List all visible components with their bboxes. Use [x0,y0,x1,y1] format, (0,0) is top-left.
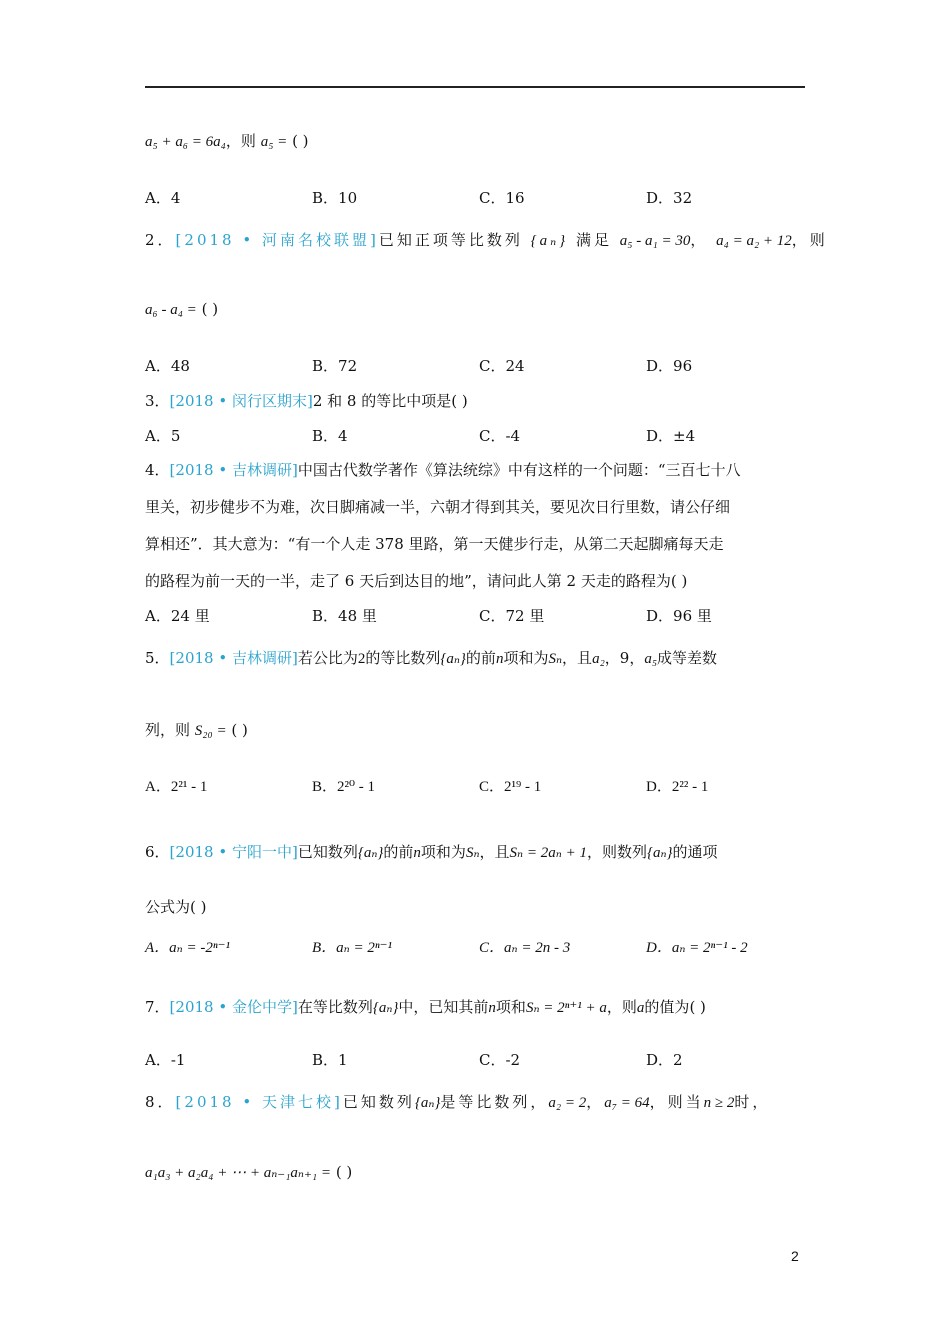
q6-text-6: 的通项 [672,843,718,861]
q4-option-b[interactable]: B．48 里 [312,607,377,625]
q1-option-c[interactable]: C．16 [479,189,525,207]
q2-option-d[interactable]: D．96 [646,357,693,375]
q2-sep: ， [690,231,709,249]
q6-text-1: 已知数列 [297,843,358,861]
q8-text-4: 时， [734,1093,771,1111]
q4-text-1: 中国古代数学著作《算法统综》中有这样的一个问题：“三百七十八 [297,461,741,479]
q4-option-d[interactable]: D．96 里 [646,607,712,625]
q3-option-b[interactable]: B．4 [312,427,348,445]
q7-text-2: 中，已知其前 [398,998,489,1016]
q2-text-3: ，则 [791,231,828,249]
q3-option-c[interactable]: C．-4 [479,427,521,445]
q3-text: 2 和 8 的等比中项是 [312,392,452,410]
q5-text-6: ，9， [604,649,645,667]
q5-line-1 [145,648,807,669]
q6-line2-text: 公式为 [145,898,191,916]
q5-text-2: 的等比数列 [365,649,441,667]
q5-text-4: 项和为 [503,649,549,667]
q4-text-4: 的路程为前一天的一半，走了 6 天后到达目的地”，请问此人第 2 天走的路程为 [145,572,671,590]
q2-sequence: {aₙ} [530,233,569,249]
q7-option-d[interactable]: D．2 [646,1051,683,1069]
q6-number: 6． [145,843,170,861]
q4-source: [2018 • 吉林调研] [169,461,298,479]
header-rule [145,86,805,88]
q2-line-2 [145,299,807,320]
q7-a: a [636,1000,645,1016]
q2-condition-1: a₅ - a₁ = 30 [619,233,691,249]
q2-ask: a₆ - a₄ = [145,302,197,318]
q3-option-d[interactable]: D．±4 [646,427,696,445]
q3-source: [2018 • 闵行区期末] [169,392,313,410]
q7-source: [2018 • 金伦中学] [169,998,298,1016]
q1-paren: ( ) [292,132,309,150]
q6-option-d[interactable]: D．aₙ = 2ⁿ⁻¹ - 2 [646,940,748,956]
q8-paren: ( ) [335,1163,353,1181]
q5-sn: Sₙ [548,651,563,667]
q1-option-a[interactable]: A．4 [145,189,181,207]
q1-option-d[interactable]: D．32 [646,189,693,207]
q5-sequence: {aₙ} [440,651,466,667]
q8-line-1 [145,1092,807,1113]
q2-option-b[interactable]: B．72 [312,357,358,375]
q7-option-c[interactable]: C．-2 [479,1051,521,1069]
q6-source: [2018 • 宁阳一中] [169,843,298,861]
q5-option-a[interactable]: A．2²¹ - 1 [145,779,208,795]
q2-number: 2． [145,231,176,249]
q1-ask: a₅ = [260,134,288,150]
q8-text-2: 是等比数列， [440,1093,549,1111]
q6-option-b[interactable]: B．aₙ = 2ⁿ⁻¹ [312,940,393,956]
q5-a2: a₂ [592,651,605,667]
q6-paren: ( ) [190,898,207,916]
q2-source: [2018 • 河南名校联盟] [175,231,379,249]
q2-paren: ( ) [201,300,219,318]
q6-option-a[interactable]: A．aₙ = -2ⁿ⁻¹ [145,940,230,956]
q3-option-a[interactable]: A．5 [145,427,181,445]
q5-option-c[interactable]: C．2¹⁹ - 1 [479,779,542,795]
q6-text-2: 的前 [383,843,414,861]
q8-text-3: ，则当 [649,1093,704,1111]
q1-option-b[interactable]: B．10 [312,189,358,207]
q7-option-b[interactable]: B．1 [312,1051,348,1069]
q2-option-a[interactable]: A．48 [145,357,190,375]
q1-condition: a₅ + a₆ = 6a₄ [145,134,226,150]
q4-paren: ( ) [670,572,688,590]
q5-ratio: 2 [357,651,366,667]
q6-text-3: 项和为 [420,843,466,861]
q5-number: 5． [145,649,170,667]
q1-tail-line [145,131,807,152]
q7-text-4: ，则 [606,998,637,1016]
q4-line-1 [145,460,807,480]
q8-condition-3: n ≥ 2 [703,1095,735,1111]
q5-line-2 [145,720,807,741]
q7-sequence: {aₙ} [372,1000,399,1016]
q6-sequence: {aₙ} [357,845,384,861]
q7-paren: ( ) [689,998,706,1016]
q4-line-3: 算相还”．其大意为：“有一个人走 378 里路，第一天健步行走，从第二天起脚痛每天走 [145,535,724,553]
q7-text-5: 的值为 [644,998,690,1016]
q4-line-2: 里关，初步健步不为难，次日脚痛减一半，六朝才得到其关，要见次日行里数，请公仔细 [145,498,731,516]
q8-sequence: {aₙ} [414,1095,441,1111]
q7-n: n [488,1000,496,1016]
q5-text-7: 成等差数 [657,649,718,667]
q5-paren: ( ) [231,721,248,739]
q5-ask: S₂₀ = [194,723,227,739]
q8-line-2 [145,1162,807,1183]
q8-condition-2: a₇ = 64 [604,1095,650,1111]
q6-n: n [413,845,421,861]
q8-text-1: 已知数列 [342,1093,415,1111]
q3-line [145,391,807,411]
q5-n: n [495,651,504,667]
q6-sequence-2: {aₙ} [646,845,673,861]
q5-text-5: ，且 [562,649,593,667]
q6-sn: Sₙ [465,845,480,861]
q4-line-4 [145,571,807,591]
q5-source: [2018 • 吉林调研] [169,649,298,667]
q5-text-3: 的前 [465,649,496,667]
q1-mid: ，则 [225,132,256,150]
q8-condition-1: a₂ = 2 [548,1095,587,1111]
q7-condition: Sₙ = 2ⁿ⁺¹ + a [525,1000,607,1016]
q2-text-2: 满足 [575,231,612,249]
q2-condition-2: a₄ = a₂ + 12 [716,233,792,249]
q3-paren: ( ) [451,392,468,410]
q5-line2-text: 列，则 [145,721,191,739]
q7-text-1: 在等比数列 [297,998,373,1016]
q3-number: 3． [145,392,170,410]
q7-option-a[interactable]: A．-1 [145,1051,186,1069]
q8-source: [2018 • 天津七校] [175,1093,343,1111]
q5-text-1: 若公比为 [297,649,358,667]
q2-text-1: 已知正项等比数列 [378,231,523,249]
q6-text-5: ，则数列 [586,843,647,861]
q5-a5: a₅ [644,651,658,667]
q4-option-c[interactable]: C．72 里 [479,607,545,625]
q5-option-b[interactable]: B．2²⁰ - 1 [312,779,376,795]
q8-expression: a₁a₃ + a₂a₄ + ⋯ + aₙ₋₁aₙ₊₁ = [145,1165,332,1181]
q7-number: 7． [145,998,170,1016]
q6-option-c[interactable]: C．aₙ = 2n - 3 [479,940,571,956]
q6-line-2 [145,897,807,917]
q5-option-d[interactable]: D．2²² - 1 [646,779,709,795]
q8-number: 8． [145,1093,176,1111]
q2-option-c[interactable]: C．24 [479,357,525,375]
q7-text-3: 项和 [495,998,526,1016]
q4-option-a[interactable]: A．24 里 [145,607,210,625]
q2-line-1 [145,230,828,251]
q6-condition: Sₙ = 2aₙ + 1 [509,845,587,861]
page-number: 2 [791,1248,799,1264]
q6-text-4: ，且 [479,843,510,861]
q6-line-1 [145,842,807,863]
q7-line [145,997,807,1018]
q4-number: 4． [145,461,170,479]
q8-sep: ， [586,1093,605,1111]
